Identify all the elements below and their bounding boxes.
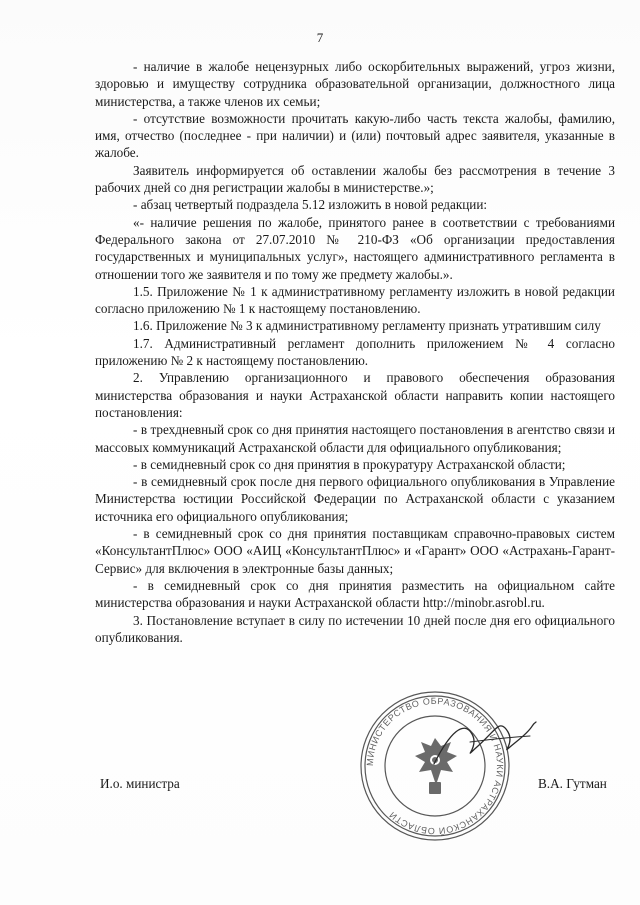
paragraph: Заявитель информируется об оставлении жалобы без рассмотрения в течение 3 рабочих дней со дня регистрации жалобы в министерстве.»;	[95, 162, 615, 196]
paragraph: 1.6. Приложение № 3 к административному регламенту признать утратившим силу	[133, 318, 601, 334]
paragraph: 2. Управлению организационного и правового обеспечения образования министерства образования и науки Астраханской области направить копии настоящего постановления:	[95, 370, 615, 420]
paragraph: 3. Постановление вступает в силу по истечении 10 дней после дня его официального опубликования.	[95, 612, 615, 645]
paragraph: - в семидневный срок со дня принятия в прокуратуру Астраханской области;	[133, 456, 566, 472]
seal-text: МИНИСТЕРСТВО ОБРАЗОВАНИЯ И НАУКИ АСТРАХАНСКОЙ ОБЛАСТИ	[364, 695, 506, 837]
paragraph: - абзац четвертый подраздела 5.12 изложить в новой редакции:	[133, 197, 488, 213]
signature-block	[0, 776, 640, 796]
paragraph: - наличие в жалобе нецензурных либо оскорбительных выражений, угроз жизни, здоровью и имуществу сотрудника образовательной организации, должностного лица министерства, а также членов их семьи;	[95, 59, 615, 109]
signatory-name: В.А. Гутман	[538, 776, 607, 791]
document-body	[95, 58, 615, 646]
paragraph: - в семидневный срок со дня принятия поставщикам справочно-правовых систем «КонсультантПлюс» ООО «АИЦ «КонсультантПлюс» и «Гарант» ООО «Астрахань-Гарант-Сервис» для включения в электронные базы данных;	[95, 526, 615, 576]
paragraph: «- наличие решения по жалобе, принятого ранее в соответствии с требованиями Федерального закона от 27.07.2010 № 210-ФЗ «Об организации предоставления государственных и муниципальных услуг», настоящего административного регламента в отношении того же заявителя и по тому же предмету жалобы.».	[95, 214, 615, 282]
paragraph: - в семидневный срок после дня первого официального опубликования в Управление Министерства юстиции Российской Федерации по Астраханской области с указанием источника его официального опубликования;	[95, 474, 615, 524]
signatory-title: И.о. министра	[100, 776, 180, 791]
paragraph: 1.5. Приложение № 1 к административному регламенту изложить в новой редакции согласно приложению № 1 к настоящему постановлению.	[95, 283, 615, 317]
paragraph: 1.7. Административный регламент дополнить приложением № 4 согласно приложению № 2 к настоящему постановлению.	[95, 335, 615, 369]
paragraph: - отсутствие возможности прочитать какую-либо часть текста жалобы, фамилию, имя, отчество (последнее - при наличии) и (или) почтовый адрес заявителя, указанные в жалобе.	[95, 110, 615, 161]
paragraph: - в семидневный срок со дня принятия разместить на официальном сайте министерства образования и науки Астраханской области http://minobr.asrobl.ru.	[95, 577, 615, 611]
page-number: 7	[316, 30, 324, 45]
handwritten-signature	[430, 712, 540, 772]
paragraph: - в трехдневный срок со дня принятия настоящего постановления в агентство связи и массовых коммуникаций Астраханской области для официального опубликования;	[95, 422, 615, 455]
